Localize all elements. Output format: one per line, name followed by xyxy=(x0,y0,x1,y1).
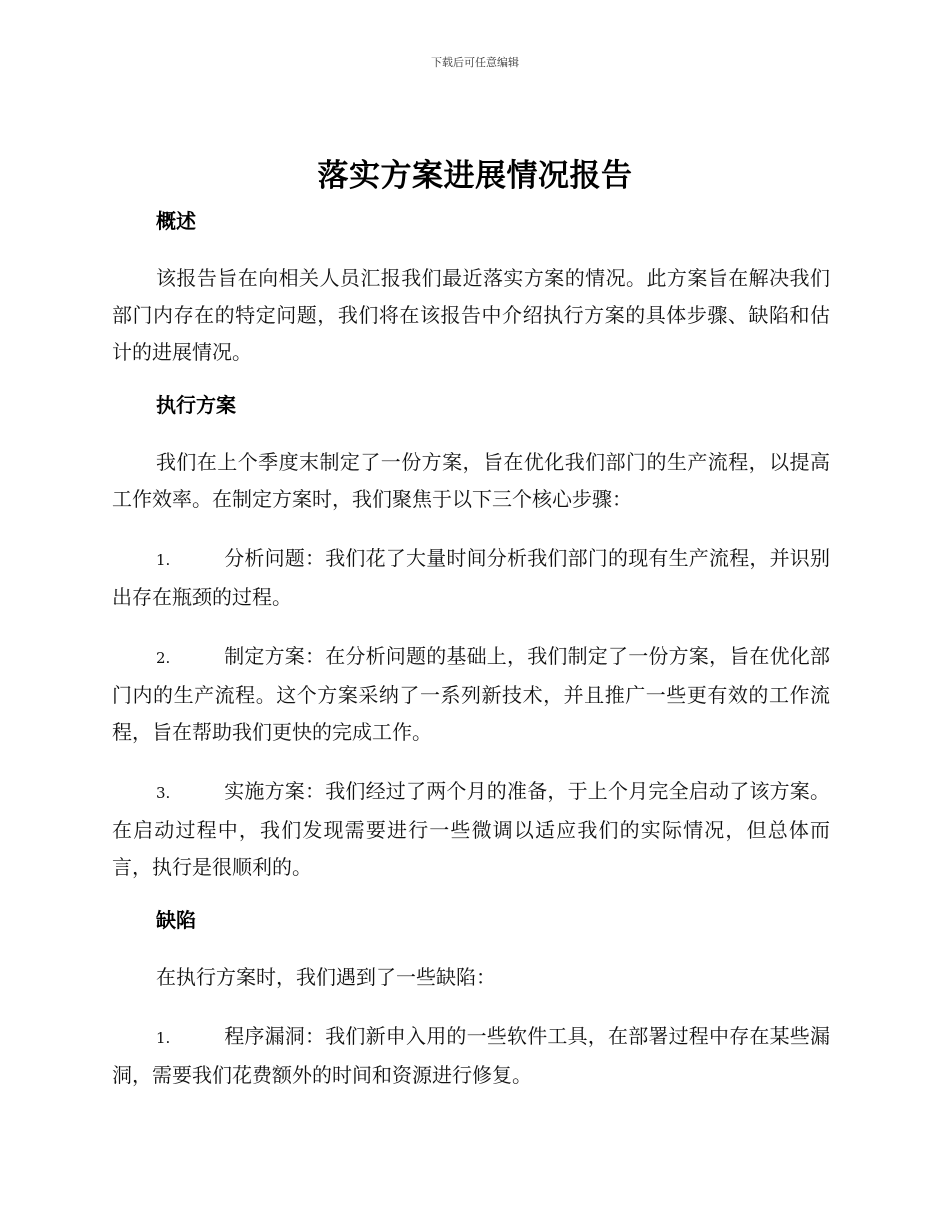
section-heading: 概述 xyxy=(156,209,196,233)
list-item xyxy=(112,638,830,751)
document-body xyxy=(112,204,830,1111)
section-execution xyxy=(112,388,830,886)
section-heading: 缺陷 xyxy=(156,908,196,932)
section-defects xyxy=(112,903,830,1094)
list-item xyxy=(112,1018,830,1094)
paragraph: 我们在上个季度末制定了一份方案，旨在优化我们部门的生产流程，以提高工作效率。在制定方案时，我们聚焦于以下三个核心步骤： xyxy=(112,450,830,511)
section-overview xyxy=(112,204,830,371)
section-heading: 执行方案 xyxy=(156,393,236,417)
list-text: 程序漏洞：我们新申入用的一些软件工具，在部署过程中存在某些漏洞，需要我们花费额外的时间和资源进行修复。 xyxy=(112,1024,830,1087)
document-title: 落实方案进展情况报告 xyxy=(317,158,633,194)
list-number: 1. xyxy=(156,1029,171,1047)
list-number: 2. xyxy=(156,649,171,667)
header-note: 下载后可任意编辑 xyxy=(431,56,519,69)
paragraph: 该报告旨在向相关人员汇报我们最近落实方案的情况。此方案旨在解决我们部门内存在的特定问题，我们将在该报告中介绍执行方案的具体步骤、缺陷和估计的进展情况。 xyxy=(112,266,830,364)
paragraph: 在执行方案时，我们遇到了一些缺陷： xyxy=(156,965,496,989)
list-item xyxy=(112,773,830,886)
list-text: 实施方案：我们经过了两个月的准备，于上个月完全启动了该方案。在启动过程中，我们发现需要进行一些微调以适应我们的实际情况，但总体而言，执行是很顺利的。 xyxy=(112,779,830,879)
list-item xyxy=(112,540,830,616)
list-number: 3. xyxy=(156,784,171,802)
list-text: 分析问题：我们花了大量时间分析我们部门的现有生产流程，并识别出存在瓶颈的过程。 xyxy=(112,546,830,609)
list-number: 1. xyxy=(156,551,171,569)
list-text: 制定方案：在分析问题的基础上，我们制定了一份方案，旨在优化部门内的生产流程。这个方案采纳了一系列新技术，并且推广一些更有效的工作流程，旨在帮助我们更快的完成工作。 xyxy=(112,644,830,744)
